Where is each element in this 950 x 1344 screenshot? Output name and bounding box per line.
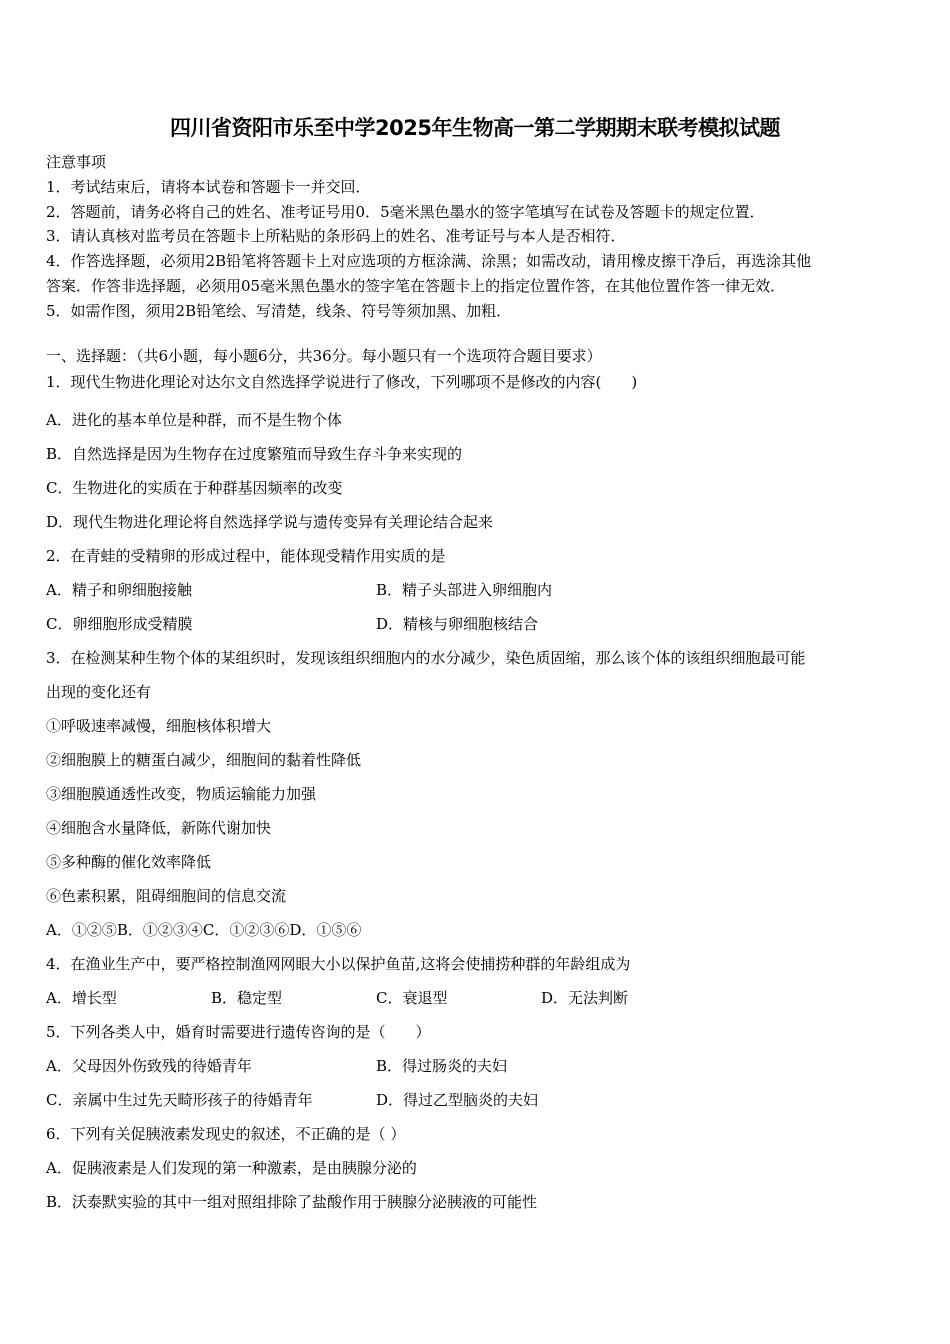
- notes: [46, 150, 906, 324]
- note-item: 5．如需作图，须用2B铅笔绘、写清楚，线条、符号等须加黑、加粗．: [46, 301, 512, 320]
- note-item: 2．答题前，请务必将自己的姓名、准考证号用0．5毫米黑色墨水的签字笔填写在试卷及答题卡的规定位置．: [46, 202, 765, 221]
- q5-option-a: A．父母因外伤致残的待婚青年: [46, 1057, 252, 1075]
- q3-statement: ⑥色素积累，阻碍细胞间的信息交流: [46, 887, 287, 905]
- q4-option-b: B．稳定型: [211, 989, 283, 1007]
- page-title: 四川省资阳市乐至中学2025年生物高一第二学期期末联考模拟试题: [170, 116, 780, 140]
- q3-statement: ①呼吸速率减慢，细胞核体积增大: [46, 717, 272, 735]
- q2-option-c: C．卵细胞形成受精膜: [46, 615, 193, 633]
- q4-option-d: D．无法判断: [541, 989, 629, 1007]
- note-item: 3．请认真核对监考员在答题卡上所粘贴的条形码上的姓名、准考证号与本人是否相符．: [46, 227, 626, 246]
- q3-statement: ②细胞膜上的糖蛋白减少，细胞间的黏着性降低: [46, 751, 362, 769]
- question-1-stem: 1．现代生物进化理论对达尔文自然选择学说进行了修改，下列哪项不是修改的内容( ): [46, 373, 638, 391]
- question-2-stem: 2．在青蛙的受精卵的形成过程中，能体现受精作用实质的是: [46, 547, 446, 565]
- q2-options-row: [46, 573, 906, 607]
- q3-options: A．①②⑤B．①②③④C．①②③⑥D．①⑤⑥: [46, 921, 362, 939]
- section-heading: 一、选择题：（共6小题，每小题6分，共36分。每小题只有一个选项符合题目要求）: [46, 347, 602, 365]
- q4-option-c: C．衰退型: [376, 989, 448, 1007]
- q5-options-row: [46, 1049, 906, 1083]
- q2-option-a: A．精子和卵细胞接触: [46, 581, 192, 599]
- note-item: 4．作答选择题，必须用2B铅笔将答题卡上对应选项的方框涂满、涂黑；如需改动，请用橡皮擦干净后，再选涂其他: [46, 252, 812, 271]
- q4-options-row: [46, 981, 906, 1015]
- q1-option-a: A．进化的基本单位是种群，而不是生物个体: [46, 411, 342, 429]
- section-heading-block: [46, 343, 906, 395]
- q6-option-b: B．沃泰默实验的其中一组对照组排除了盐酸作用于胰腺分泌胰液的可能性: [46, 1193, 538, 1211]
- questions: [46, 403, 906, 1219]
- notes-heading: 注意事项: [46, 153, 107, 171]
- question-3-stem: 3．在检测某种生物个体的某组织时，发现该组织细胞内的水分减少，染色质固缩，那么该个体的该组织细胞最可能: [46, 649, 806, 667]
- q2-options-row: [46, 607, 906, 641]
- q5-options-row: [46, 1083, 906, 1117]
- question-3-stem-cont: 出现的变化还有: [46, 683, 152, 701]
- note-item: 答案．作答非选择题，必须用05毫米黑色墨水的签字笔在答题卡上的指定位置作答，在其他位置作答一律无效．: [46, 276, 786, 295]
- q4-option-a: A．增长型: [46, 989, 117, 1007]
- q3-statement: ③细胞膜通透性改变，物质运输能力加强: [46, 785, 317, 803]
- q5-option-b: B．得过肠炎的夫妇: [376, 1057, 508, 1075]
- q5-option-c: C．亲属中生过先天畸形孩子的待婚青年: [46, 1091, 313, 1109]
- q3-statement: ④细胞含水量降低，新陈代谢加快: [46, 819, 272, 837]
- note-item: 1．考试结束后，请将本试卷和答题卡一并交回．: [46, 177, 371, 196]
- q5-option-d: D．得过乙型脑炎的夫妇: [376, 1091, 539, 1109]
- q1-option-d: D．现代生物进化理论将自然选择学说与遗传变异有关理论结合起来: [46, 513, 494, 531]
- q1-option-b: B．自然选择是因为生物存在过度繁殖而导致生存斗争来实现的: [46, 445, 463, 463]
- q3-statement: ⑤多种酶的催化效率降低: [46, 853, 212, 871]
- question-4-stem: 4．在渔业生产中，要严格控制渔网网眼大小以保护鱼苗,这将会使捕捞种群的年龄组成为: [46, 955, 631, 973]
- q2-option-d: D．精核与卵细胞核结合: [376, 615, 539, 633]
- question-5-stem: 5．下列各类人中，婚育时需要进行遗传咨询的是（ ）: [46, 1023, 431, 1041]
- question-6-stem: 6．下列有关促胰液素发现史的叙述，不正确的是（ ）: [46, 1125, 406, 1143]
- q2-option-b: B．精子头部进入卵细胞内: [376, 581, 553, 599]
- q6-option-a: A．促胰液素是人们发现的第一种激素，是由胰腺分泌的: [46, 1159, 417, 1177]
- q1-option-c: C．生物进化的实质在于种群基因频率的改变: [46, 479, 343, 497]
